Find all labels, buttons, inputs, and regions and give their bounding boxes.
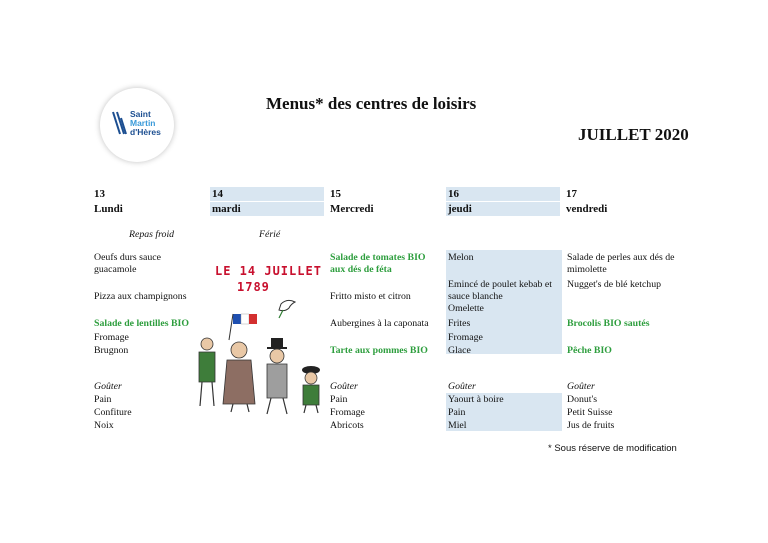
mercredi-gouter-2: Fromage — [330, 407, 365, 418]
jeudi-fromage: Fromage — [448, 332, 483, 343]
note-lundi: Repas froid — [129, 229, 175, 240]
logo-line-3: d'Hères — [130, 127, 161, 137]
day-number-17: 17 — [566, 188, 577, 200]
lundi-gouter-3: Noix — [94, 420, 114, 431]
day-name-jeudi: jeudi — [446, 202, 560, 216]
mercredi-gouter-label: Goûter — [330, 381, 358, 392]
note-mardi: Férié — [259, 229, 281, 240]
jeudi-gouter-3: Miel — [448, 420, 467, 431]
vendredi-plat: Nugget's de blé ketchup — [567, 279, 661, 290]
day-number-16: 16 — [446, 187, 560, 201]
illustration-text-1: LE 14 JUILLET — [215, 264, 322, 278]
vendredi-dessert: Pêche BIO — [567, 345, 612, 356]
lundi-dessert: Brugnon — [94, 345, 129, 356]
jeudi-plat: Emincé de poulet kebab et sauce blanche — [448, 279, 552, 302]
logo-line-2: Martin — [130, 118, 156, 128]
vendredi-accompagnement: Brocolis BIO sautés — [567, 318, 650, 329]
logo-mark-icon — [112, 110, 128, 136]
mercredi-plat: Fritto misto et citron — [330, 291, 411, 302]
lundi-accompagnement: Salade de lentilles BIO — [94, 318, 189, 329]
day-number-14: 14 — [210, 187, 324, 201]
vendredi-gouter-3: Jus de fruits — [567, 420, 615, 431]
day-number-13: 13 — [94, 188, 105, 200]
day-name-mercredi: Mercredi — [330, 203, 374, 215]
jeudi-entree: Melon — [448, 252, 474, 263]
jeudi-plat-2: Omelette — [448, 303, 484, 314]
logo-line-1: Saint — [130, 109, 151, 119]
lundi-gouter-label: Goûter — [94, 381, 122, 392]
jeudi-dessert: Glace — [448, 345, 471, 356]
lundi-gouter-2: Confiture — [94, 407, 132, 418]
jeudi-accompagnement: Frites — [448, 318, 471, 329]
page-title: Menus* des centres de loisirs — [266, 94, 477, 113]
footnote: * Sous réserve de modification — [548, 443, 677, 454]
jeudi-gouter-label: Goûter — [448, 381, 476, 392]
mercredi-dessert: Tarte aux pommes BIO — [330, 345, 428, 356]
bastille-day-illustration — [185, 260, 335, 420]
logo — [100, 88, 174, 162]
lundi-gouter-1: Pain — [94, 394, 112, 405]
vendredi-gouter-2: Petit Suisse — [567, 407, 613, 418]
lundi-plat: Pizza aux champignons — [94, 291, 187, 302]
day-name-mardi: mardi — [210, 202, 324, 216]
mercredi-accompagnement: Aubergines à la caponata — [330, 318, 429, 329]
jeudi-gouter-1: Yaourt à boire — [448, 394, 504, 405]
day-number-15: 15 — [330, 188, 341, 200]
day-name-vendredi: vendredi — [566, 203, 608, 215]
revolution-figures-icon — [185, 290, 335, 418]
mercredi-gouter-3: Abricots — [330, 420, 364, 431]
illustration-text-2: 1789 — [237, 280, 270, 294]
month-label: JUILLET 2020 — [578, 125, 689, 144]
day-name-lundi: Lundi — [94, 203, 123, 215]
lundi-entree: Oeufs durs sauce guacamole — [94, 252, 161, 275]
jeudi-gouter-2: Pain — [448, 407, 466, 418]
vendredi-entree: Salade de perles aux dés de mimolette — [567, 252, 675, 275]
mercredi-entree: Salade de tomates BIO aux dés de féta — [330, 252, 426, 275]
logo-text — [130, 110, 161, 137]
vendredi-gouter-label: Goûter — [567, 381, 595, 392]
vendredi-gouter-1: Donut's — [567, 394, 598, 405]
mercredi-gouter-1: Pain — [330, 394, 348, 405]
lundi-fromage: Fromage — [94, 332, 129, 343]
